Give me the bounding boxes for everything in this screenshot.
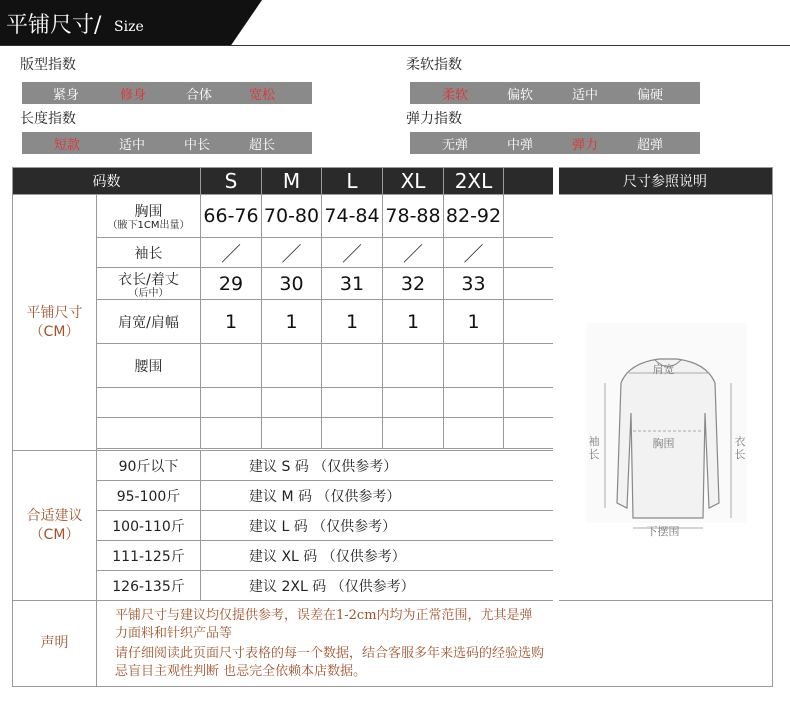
fit-option: 紧身 (52, 87, 79, 103)
empty-cell (262, 418, 322, 449)
elastic-option: 超弹 (636, 137, 663, 153)
sleeve-value: ／ (444, 238, 504, 268)
chest-label: 胸围 (134, 204, 163, 220)
soft-option: 偏硬 (636, 87, 663, 103)
diagram-sleeve-label (589, 435, 600, 461)
size-recommendation: 建议 L 码 （仅供参考） (201, 511, 556, 541)
weight-range: 126-135斤 (97, 571, 201, 601)
length-value: 31 (322, 268, 383, 300)
length-value: 29 (201, 268, 262, 300)
size-recommendation: 建议 XL 码 （仅供参考） (201, 541, 556, 571)
empty-cell (322, 418, 383, 449)
length-label: 衣长/着丈 (118, 271, 179, 288)
length-option-selected: 短款 (53, 137, 80, 153)
length-value: 30 (262, 268, 322, 300)
empty-cell (201, 418, 262, 449)
elastic-option: 中弹 (506, 137, 533, 153)
length-option: 超长 (248, 137, 275, 153)
length-index-title: 长度指数 (20, 111, 76, 127)
size-header: S (201, 168, 262, 195)
weight-range: 111-125斤 (97, 541, 201, 571)
empty-cell (97, 418, 201, 449)
garment-diagram (559, 203, 772, 593)
empty-cell (97, 388, 201, 418)
weight-range: 100-110斤 (97, 511, 201, 541)
shoulder-value: 1 (201, 300, 262, 344)
diagram-sleeve-char: 袖 (588, 434, 600, 448)
elastic-option-selected: 弹力 (571, 137, 598, 153)
soft-index-bar (410, 82, 700, 104)
size-recommendation: 建议 S 码 （仅供参考） (201, 451, 556, 481)
sleeve-label: 袖长 (97, 238, 201, 268)
fit-index-title: 版型指数 (20, 57, 76, 73)
empty-cell (201, 344, 262, 388)
waist-label: 腰围 (97, 344, 201, 388)
length-index-bar (22, 132, 312, 154)
sleeve-value: ／ (383, 238, 444, 268)
empty-cell (504, 388, 556, 418)
empty-cell (504, 418, 556, 449)
empty-cell (504, 238, 556, 268)
weight-range: 90斤以下 (97, 451, 201, 481)
chest-value: 74-84 (322, 195, 383, 238)
chest-value: 70-80 (262, 195, 322, 238)
suggest-label-text: 合适建议 (26, 507, 83, 524)
length-value: 33 (444, 268, 504, 300)
fit-option-selected: 宽松 (248, 87, 275, 103)
chest-value: 82-92 (444, 195, 504, 238)
chest-value: 66-76 (201, 195, 262, 238)
shoulder-value: 1 (322, 300, 383, 344)
diagram-length-label (735, 435, 746, 461)
diagram-shoulder-label: 肩宽 (652, 362, 675, 376)
empty-cell (504, 268, 556, 300)
length-note: （后中） (128, 287, 169, 299)
chest-value: 78-88 (383, 195, 444, 238)
diagram-sleeve-char: 长 (588, 447, 600, 461)
flat-size-label (13, 195, 97, 451)
empty-cell (504, 344, 556, 388)
fit-option: 合体 (185, 87, 212, 103)
size-header: XL (383, 168, 444, 195)
size-recommendation: 建议 2XL 码 （仅供参考） (201, 571, 556, 601)
garment-diagram-cell (556, 195, 773, 601)
length-label-cell (97, 268, 201, 300)
empty-cell (262, 388, 322, 418)
shoulder-value: 1 (383, 300, 444, 344)
length-option: 中长 (183, 137, 210, 153)
elastic-option: 无弹 (441, 137, 468, 153)
shoulder-value: 1 (262, 300, 322, 344)
empty-cell (201, 388, 262, 418)
empty-cell (322, 388, 383, 418)
chest-note: （腋下1CM出量） (107, 220, 190, 231)
empty-cell (383, 344, 444, 388)
shoulder-value: 1 (444, 300, 504, 344)
chest-label-cell (97, 195, 201, 238)
diagram-length-char: 衣 (734, 434, 746, 448)
weight-range: 95-100斤 (97, 481, 201, 511)
guide-header: 尺寸参照说明 (556, 168, 773, 195)
banner-subtitle: Size (114, 19, 144, 35)
diagram-hem-label: 下摆围 (646, 524, 680, 538)
length-value: 32 (383, 268, 444, 300)
soft-option: 偏软 (506, 87, 533, 103)
size-table (12, 167, 773, 687)
size-header: L (322, 168, 383, 195)
soft-option-selected: 柔软 (441, 87, 468, 103)
soft-option: 适中 (571, 87, 598, 103)
length-option: 适中 (118, 137, 145, 153)
banner-title: 平铺尺寸/ (6, 13, 102, 38)
empty-cell (504, 300, 556, 344)
sleeve-value: ／ (262, 238, 322, 268)
sleeve-value: ／ (322, 238, 383, 268)
sleeve-value: ／ (201, 238, 262, 268)
suggest-label (13, 451, 97, 601)
fit-index-bar (22, 82, 312, 104)
flat-size-unit: （CM） (29, 323, 80, 340)
empty-cell (504, 195, 556, 238)
shoulder-label: 肩宽/肩幅 (97, 300, 201, 344)
empty-cell (444, 344, 504, 388)
empty-cell (383, 388, 444, 418)
statement-label: 声明 (13, 601, 97, 687)
statement-text (97, 601, 773, 687)
diagram-chest-label: 胸围 (652, 436, 675, 450)
diagram-length-char: 长 (734, 447, 746, 461)
empty-cell (444, 418, 504, 449)
size-recommendation: 建议 M 码 （仅供参考） (201, 481, 556, 511)
elastic-index-title: 弹力指数 (406, 111, 462, 127)
empty-cell (322, 344, 383, 388)
soft-index-title: 柔软指数 (406, 57, 462, 73)
size-header: 2XL (444, 168, 504, 195)
size-header-empty (504, 168, 556, 195)
size-column-header: 码数 (13, 168, 201, 195)
fit-option-selected: 修身 (119, 87, 146, 103)
elastic-index-bar (410, 132, 700, 154)
statement-line: 请仔细阅读此页面尺寸表格的每一个数据，结合客服多年来选码的经验选购 忌盲目主观性判断 也忌完全依赖本店数据。 (115, 645, 545, 679)
empty-cell (444, 388, 504, 418)
banner-divider (0, 45, 790, 46)
statement-line: 平铺尺寸与建议均仅提供参考，误差在1-2cm内均为正常范围，尤其是弹力面料和针织产品等 (115, 607, 533, 641)
size-header: M (262, 168, 322, 195)
empty-cell (262, 344, 322, 388)
suggest-unit: （CM） (29, 526, 80, 543)
empty-cell (383, 418, 444, 449)
flat-size-label-text: 平铺尺寸 (26, 304, 83, 321)
